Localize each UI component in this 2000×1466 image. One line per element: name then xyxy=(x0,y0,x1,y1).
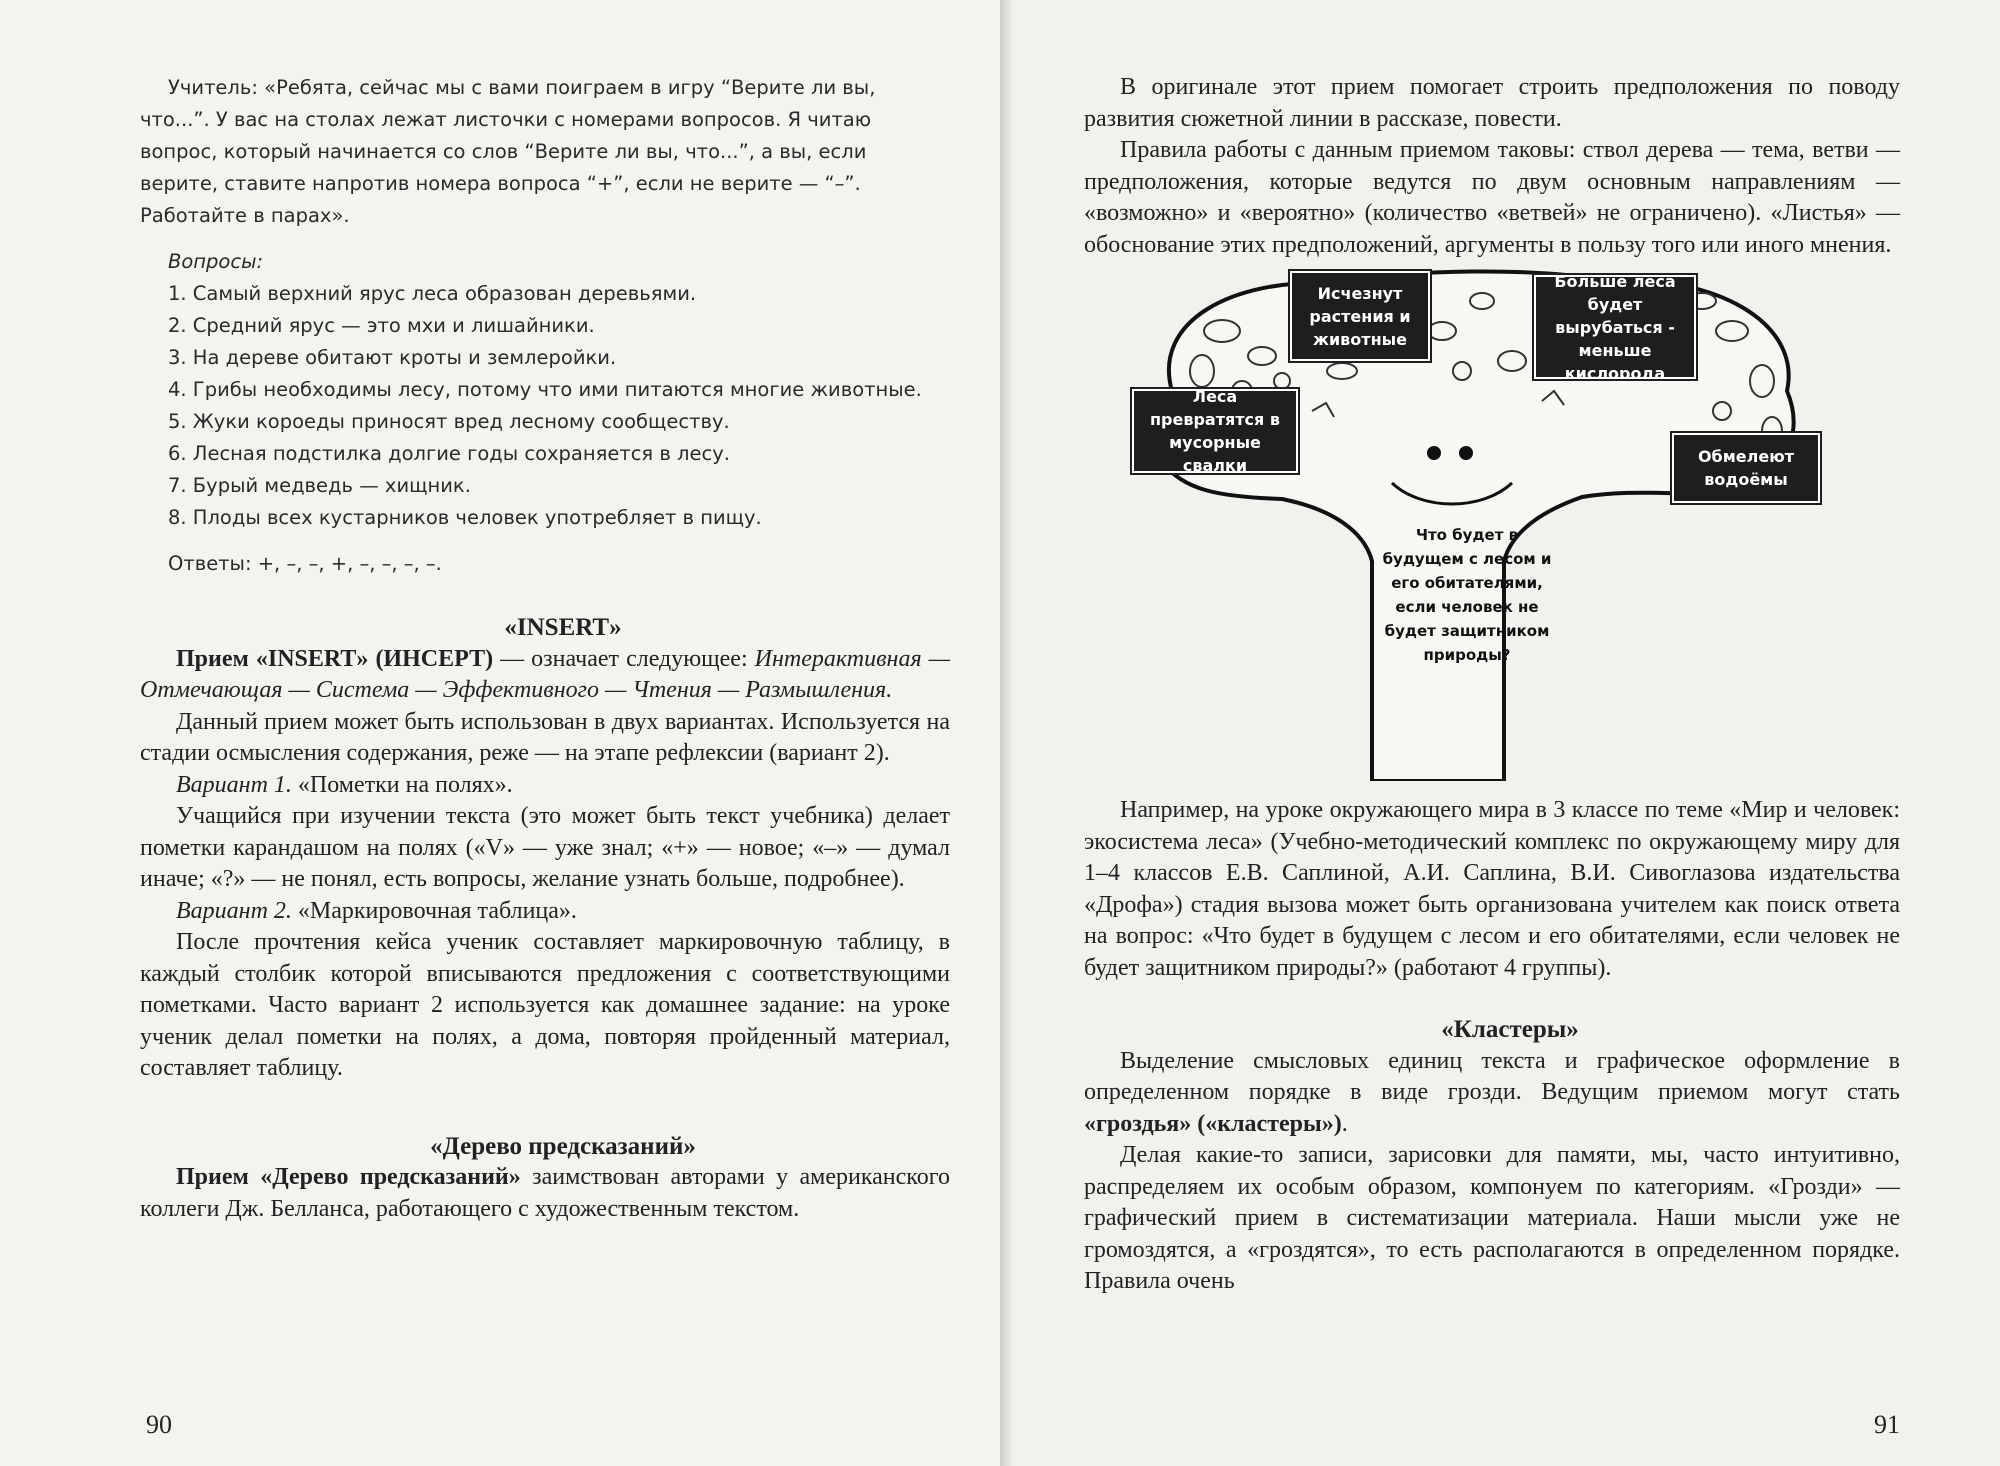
prediction-tree-diagram xyxy=(1112,261,1832,781)
page-number-left: 90 xyxy=(146,1410,172,1439)
variant2-name: «Маркировочная таблица». xyxy=(291,897,577,924)
tree-term: Прием «Дерево предсказаний» xyxy=(176,1164,521,1190)
tree-heading: «Дерево предсказаний» xyxy=(430,1132,696,1160)
clusters-text: Выделение смысловых единиц текста и графическое оформление в определенном порядке в виде грозди. Ведущим приемом могут стать xyxy=(1084,1047,1900,1105)
right-text-bottom xyxy=(1084,795,1900,1298)
insert-term: Прием «INSERT» (ИНСЕРТ) xyxy=(176,645,494,672)
insert-expansion: Интерактивная — Отмечающая — Система — Эффективного — Чтения — Размышления. xyxy=(140,645,950,703)
questions-list xyxy=(140,278,950,534)
variant1-name: «Пометки на полях». xyxy=(291,771,513,798)
game-block xyxy=(140,72,950,580)
tree-eye-left xyxy=(1427,446,1441,460)
paragraph xyxy=(1084,1046,1900,1141)
questions-label: Вопросы: xyxy=(168,250,264,273)
paragraph: В оригинале этот прием помогает строить предположения по поводу развития сюжетной линии в рассказе, повести. xyxy=(1084,74,1900,132)
right-page xyxy=(1012,0,2000,1466)
trunk-question: Что будет в будущем с лесом и его обитателями, если человек не будет защитником природы? xyxy=(1382,526,1552,664)
answers: Ответы: +, –, –, +, –, –, –, –. xyxy=(168,552,442,575)
list-item: 5. Жуки короеды приносят вред лесному сообществу. xyxy=(168,410,730,433)
list-item: 7. Бурый медведь — хищник. xyxy=(168,474,471,497)
variant2-title xyxy=(140,896,950,928)
tree-intro xyxy=(140,1162,950,1225)
tree-intro-text: заимствован авторами у американского коллеги Дж. Белланса, работающего с художественным текстом. xyxy=(140,1164,950,1222)
prediction-box: Леса превратятся в мусорные свалки xyxy=(1132,389,1298,473)
variant1-title xyxy=(140,770,950,802)
paragraph: Делая какие-то записи, зарисовки для памяти, мы, часто интуитивно, распределяем их особым образом, компонуем по категориям. «Грозди» — графический прием в систематизации материала. Наши мысли уже не громоздятся, а «гроздятся», то есть располагаются в определенном порядке. Правила очень xyxy=(1084,1142,1900,1294)
insert-section xyxy=(140,612,950,1225)
book-gutter xyxy=(1000,0,1012,1466)
variant2-text: После прочтения кейса ученик составляет маркировочную таблицу, в каждый столбик которой вписываются предложения с соответствующими пометками. Часто вариант 2 используется как домашнее задание: на уроке ученик делал пометки на полях, а дома, повторяя пройденный материал, составляет таблицу. xyxy=(140,929,950,1081)
clusters-text-end: . xyxy=(1341,1110,1348,1137)
list-item: 3. На дереве обитают кроты и землеройки. xyxy=(168,346,617,369)
variant1-label: Вариант 1. xyxy=(176,771,292,798)
paragraph: Правила работы с данным приемом таковы: ствол дерева — тема, ветви — предположения, которые ведутся по двум основным направлениям — «возможно» и «вероятно» (количество «ветвей» не ограничено). «Листья» — обоснование этих предположений, аргументы в пользу того или иного мнения. xyxy=(1084,137,1900,258)
prediction-box: Исчезнут растения и животные xyxy=(1290,271,1430,361)
right-text-top xyxy=(1084,72,1900,261)
list-item: 6. Лесная подстилка долгие годы сохраняется в лесу. xyxy=(168,442,730,465)
clusters-heading: «Кластеры» xyxy=(1441,1016,1579,1043)
paragraph: Например, на уроке окружающего мира в 3 классе по теме «Мир и человек: экосистема леса» (Учебно-методический комплекс по окружающему миру для 1–4 классов Е.В. Саплиной, А.И. Саплина, В.И. Сивоглазова издательства «Дрофа») стадия вызова может быть организована учителем как поиск ответа на вопрос: «Что будет в будущем с лесом и его обитателями, если человек не будет защитником природы?» (работают 4 группы). xyxy=(1084,797,1900,981)
insert-heading: «INSERT» xyxy=(504,614,622,641)
list-item: 4. Грибы необходимы лесу, потому что ими питаются многие животные. xyxy=(168,378,922,401)
variant1-text: Учащийся при изучении текста (это может быть текст учебника) делает пометки карандашом на полях («V» — уже знал; «+» — новое; «–» — думал иначе; «?» — не понял, есть вопросы, желание узнать больше, подробнее). xyxy=(140,803,950,892)
tree-drawing xyxy=(1112,261,1832,781)
prediction-box: Больше леса будет вырубаться - меньше кислорода xyxy=(1534,275,1696,379)
insert-usage: Данный прием может быть использован в двух вариантах. Используется на стадии осмысления содержания, реже — на этапе рефлексии (вариант 2). xyxy=(140,708,950,766)
list-item: 2. Средний ярус — это мхи и лишайники. xyxy=(168,314,595,337)
page-number-right: 91 xyxy=(1874,1410,1900,1439)
prediction-box: Обмелеют водоёмы xyxy=(1672,433,1820,503)
tree-eye-right xyxy=(1459,446,1473,460)
insert-definition-text: — означает следующее: xyxy=(493,645,755,672)
list-item: 8. Плоды всех кустарников человек употребляет в пищу. xyxy=(168,506,762,529)
clusters-term: «гроздья» («кластеры») xyxy=(1084,1110,1342,1137)
insert-definition xyxy=(140,644,950,707)
list-item: 1. Самый верхний ярус леса образован деревьями. xyxy=(168,282,697,305)
variant2-label: Вариант 2. xyxy=(176,897,292,924)
teacher-intro: Учитель: «Ребята, сейчас мы с вами поиграем в игру “Верите ли вы, что...”. У вас на столах лежат листочки с номерами вопросов. Я читаю вопрос, который начинается со слов “Верите ли вы, что...”, а вы, если верите, ставите напротив номера вопроса “+”, если не верите — “–”. Работайте в парах». xyxy=(140,76,876,227)
